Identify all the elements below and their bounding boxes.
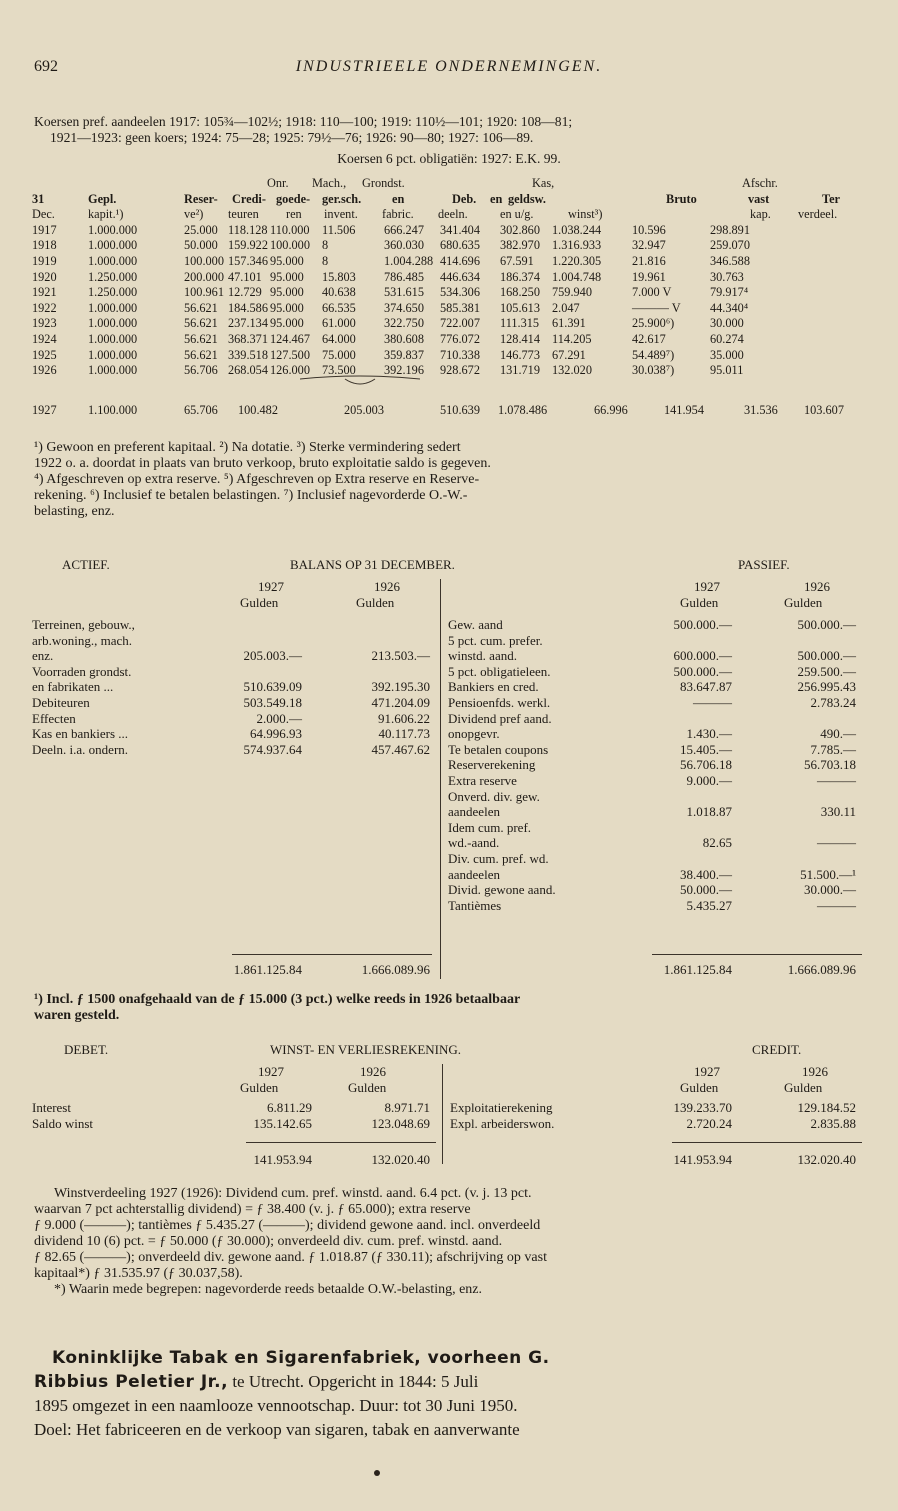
table-row: 1921 1.250.000 100.961 12.729 95.000 40.638 531.615 534.306 168.250 759.940 7.000 V 79.917⁴ [32, 285, 749, 300]
passief-item-v27: 38.400.— [680, 866, 732, 882]
credit-item-label: Expl. arbeiderswon. [450, 1115, 555, 1131]
passief-total-1926: 1.666.089.96 [787, 962, 856, 977]
debet-item-v26: 123.048.69 [371, 1115, 430, 1131]
passief-item-label: Pensioenfds. werkl. [448, 695, 551, 710]
debet-item-v27: 6.811.29 [266, 1100, 312, 1115]
balance-footnote: ¹) Incl. ƒ 1500 onafgehaald van de ƒ 15.000 (3 pct.) welke reeds in 1926 betaalbaar waren gesteld. [34, 992, 521, 1023]
passief-item-v27: 1.430.— [686, 726, 732, 742]
financial-history-table [32, 176, 868, 418]
actief-item-label: Effecten [32, 710, 76, 726]
passief-item-label: Onverd. div. gew. [448, 788, 540, 804]
actief-item-label: en fabrikaten ... [32, 679, 114, 695]
table-row-1927: 1927 1.100.000 65.706 100.482 205.003 510.639 1.078.486 66.996 141.954 31.536 103.607 [32, 402, 844, 417]
table-row: 1918 1.000.000 50.000 159.922 100.000 8 360.030 680.635 382.970 1.316.933 32.947 259.070 [32, 238, 750, 253]
table-header-top: Onr. Mach., Grondst. Kas, Afschr. [267, 176, 778, 190]
actief-item-label: Deeln. i.a. ondern. [32, 741, 129, 757]
actief-item-label: arb.woning., mach. [32, 632, 133, 648]
actief-item-v27: 205.003.— [243, 648, 302, 664]
passief-item-v27: 600.000.— [673, 648, 732, 664]
winstverdeeling: Winstverdeeling 1927 (1926): Dividend cum. pref. winstd. aand. 6.4 pct. (v. j. 13 pct. waarvan 7 pct achterstallig dividend) = ƒ 38.400 (v. j. ƒ 65.000); extra reserve ƒ 9.000 (———); tantièmes ƒ 5.435.27 (———); dividend gewone aand. incl. onverdeeld dividend 10 (6) pct. = ƒ 50.000 (ƒ 30.000); onverdeeld div. cum. pref. winstd. aand. ƒ 82.65 (———); onverdeeld div. gewone aand. ƒ 1.018.87 (ƒ 330.11); afschrijving op vast kapitaal*) ƒ 31.535.97 (ƒ 30.037,58). *) Waarin mede begrepen: nagevorderde reeds betaalde O.W.-belasting, enz. [34, 1186, 547, 1297]
passief-item-v26: ——— [817, 773, 856, 788]
credit-item-v27: 139.233.70 [673, 1100, 732, 1115]
balance-sheet: ACTIEF. BALANS OP 31 DECEMBER. PASSIEF. 1927 1926 Gulden Gulden 1927 1926 Gulden Gulden Terreinen, gebouw., arb.woning., mach. enz. 205.003.— 213.503.— Voorraden grondst. en fabrikaten ... 510.639.09 392.195.30 Debiteuren 503.549.18 471.204.09 Effecten 2.000.— 91.606.22 Kas en bankiers ... 64.996.93 40.117.73 Deeln. i.a. ondern. 574.937.64 457.467.62 Gew. aand 500.000.— 500.000.— 5 pct. cum. prefer. winstd. aand. 600.000.— 500.000.— 5 pct. obligatieleen. 500.000.— 259.500.— Bankiers en cred. 83.647.87 256.995.43 Pensioenfds. werkl. ——— 2.783.24 Dividend pref aand. onopgevr. 1.430.— 490.— Te betalen coupons 15.405.— 7.785.— Reserverekening 56.706.18 56.703.18 Extra reserve 9.000.— ——— Onverd. div. gew. aandeelen 1.018.87 330.11 Idem cum. pref. wd.-aand. 82.65 ——— Div. cum. pref. wd. aandeelen 38.400.— 51.500.—¹ Divid. gewone aand. 50.000.— 30.000.— Tantièmes 5.435.27 ——— 1.861.125.84 1.666.089.96 1.861.125.84 1.666.089.96 [32, 557, 868, 987]
passief-item-label: 5 pct. cum. prefer. [448, 632, 543, 648]
brace-mark [300, 375, 420, 395]
passief-item-label: Extra reserve [448, 773, 517, 788]
koersen-line-2: 1921—1923: geen koers; 1924: 75—28; 1925: 79½—76; 1926: 90—80; 1927: 106—89. [50, 130, 534, 145]
table-row: 1922 1.000.000 56.621 184.586 95.000 66.535 374.650 585.381 105.613 2.047 ——— V 44.340⁴ [32, 300, 749, 315]
actief-item-v26: 471.204.09 [371, 695, 430, 710]
table-row: 1925 1.000.000 56.621 339.518 127.500 75.000 359.837 710.338 146.773 67.291 54.489⁷) 35.000 [32, 347, 744, 362]
running-title: INDUSTRIEELE ONDERNEMINGEN. [295, 58, 603, 75]
actief-total-1927: 1.861.125.84 [233, 962, 302, 977]
actief-item-v27: 510.639.09 [243, 679, 302, 695]
actief-item-v26: 392.195.30 [371, 679, 430, 695]
actief-item-v27: 2.000.— [256, 710, 302, 726]
credit-item-v27: 2.720.24 [686, 1115, 732, 1131]
passief-item-label: Te betalen coupons [448, 741, 549, 757]
actief-item-v26: 457.467.62 [371, 741, 430, 757]
passief-item-v26: 490.— [820, 726, 856, 742]
passief-item-v27: 500.000.— [673, 617, 732, 632]
passief-item-label: onopgevr. [448, 726, 500, 742]
debet-item-label: Interest [32, 1100, 71, 1115]
koersen-line-1: Koersen pref. aandeelen 1917: 105¾—102½; 1918: 110—100; 1919: 110½—101; 1920: 108—81; [34, 114, 573, 129]
passief-item-v27: 56.706.18 [680, 757, 732, 773]
passief-item-v27: 83.647.87 [680, 679, 732, 695]
passief-item-v27: 15.405.— [680, 741, 732, 757]
table-row: 1923 1.000.000 56.621 237.134 95.000 61.000 322.750 722.007 111.315 61.391 25.900⁶) 30.000 [32, 316, 744, 331]
actief-heading: ACTIEF. [62, 557, 110, 572]
table-row: 1924 1.000.000 56.621 368.371 124.467 64.000 380.608 776.072 128.414 114.205 42.617 60.274 [32, 331, 744, 346]
passief-item-label: Bankiers en cred. [448, 679, 539, 695]
passief-item-label: Idem cum. pref. [448, 819, 532, 835]
table-row: 1920 1.250.000 200.000 47.101 95.000 15.803 786.485 446.634 186.374 1.004.748 19.961 30.763 [32, 269, 744, 284]
passief-item-v26: 500.000.— [797, 648, 856, 664]
company-entry: Koninklijke Tabak en Sigarenfabriek, voorheen G. Ribbius Peletier Jr., te Utrecht. Opgericht in 1844: 5 Juli 1895 omgezet in een naamlooze vennootschap. Duur: tot 30 Juni 1950. Doel: Het fabriceeren en de verkoop van sigaren, tabak en aanverwante [34, 1346, 864, 1442]
table-header-mid: 31 Gepl. Reser- Credi- goede- ger.sch. en Deb. en geldsw. Bruto vast Ter [32, 191, 840, 206]
passief-heading: PASSIEF. [738, 557, 790, 572]
column-divider [440, 579, 441, 979]
passief-item-v26: 7.785.— [810, 741, 856, 757]
debet-item-v26: 8.971.71 [384, 1100, 430, 1115]
passief-item-label: aandeelen [448, 804, 500, 820]
table-row: 1919 1.000.000 100.000 157.346 95.000 8 1.004.288 414.696 67.591 1.220.305 21.816 346.588 [32, 253, 750, 268]
credit-item-v26: 2.835.88 [810, 1115, 856, 1131]
passief-item-v27: ——— [693, 695, 732, 710]
company-name: Koninklijke Tabak en Sigarenfabriek, voorheen G. [52, 1348, 550, 1368]
table-header-bottom: Dec. kapit.¹) ve²) teuren ren invent. fabric. deeln. en u/g. winst³) kap. verdeel. [32, 207, 838, 222]
actief-item-label: Kas en bankiers ... [32, 726, 129, 742]
passief-item-v26: 500.000.— [797, 617, 856, 632]
actief-total-1926: 1.666.089.96 [361, 962, 430, 977]
passief-item-v26: 256.995.43 [797, 679, 856, 695]
page-header [30, 58, 868, 82]
actief-item-label: Debiteuren [32, 695, 90, 710]
footnotes-table: ¹) Gewoon en preferent kapitaal. ²) Na dotatie. ³) Sterke vermindering sedert 1922 o. a. doordat in plaats van bruto verkoop, bruto exploitatie saldo is gegeven. ⁴) Afgeschreven op extra reserve. ⁵) Afgeschreven op Extra reserve en Reserve- rekening. ⁶) Inclusief te betalen belastingen. ⁷) Inclusief nagevorderde O.-W.- belasting, enz. [34, 440, 491, 519]
actief-item-v26: 91.606.22 [378, 710, 430, 726]
actief-item-label: Voorraden grondst. [32, 663, 132, 679]
actief-item-v27: 574.937.64 [243, 741, 302, 757]
passief-item-v27: 500.000.— [673, 663, 732, 679]
actief-item-label: Terreinen, gebouw., [32, 617, 135, 632]
passief-item-v27: 1.018.87 [686, 804, 732, 820]
debet-item-v27: 135.142.65 [253, 1115, 312, 1131]
passief-item-label: Divid. gewone aand. [448, 882, 556, 898]
passief-item-label: Dividend pref aand. [448, 710, 552, 726]
koersen-obligaties: Koersen 6 pct. obligatiën: 1927: E.K. 99. [337, 151, 561, 166]
passief-item-label: aandeelen [448, 866, 500, 882]
passief-item-label: 5 pct. obligatieleen. [448, 663, 551, 679]
table-row: 1917 1.000.000 25.000 118.128 110.000 11.506 666.247 341.404 302.860 1.038.244 10.596 298.891 [32, 222, 750, 237]
passief-item-label: Gew. aand [448, 617, 503, 632]
passief-item-label: wd.-aand. [448, 835, 500, 851]
actief-item-v27: 503.549.18 [243, 695, 302, 710]
passief-item-v26: 259.500.— [797, 663, 856, 679]
debet-item-label: Saldo winst [32, 1115, 94, 1131]
actief-item-v26: 40.117.73 [378, 726, 430, 742]
table-row: 1926 1.000.000 56.706 268.054 126.000 73.500 392.196 928.672 131.719 132.020 30.038⁷) 95.011 [32, 363, 744, 378]
passief-item-v26: ——— [817, 897, 856, 913]
actief-item-v26: 213.503.— [371, 648, 430, 664]
passief-item-v27: 9.000.— [686, 773, 732, 788]
credit-item-label: Exploitatierekening [450, 1100, 553, 1115]
passief-item-label: Reserverekening [448, 757, 536, 773]
profit-loss-account: DEBET. WINST- EN VERLIESREKENING. CREDIT. 1927 1926 Gulden Gulden 1927 1926 Gulden Gulden Interest 6.811.29 8.971.71 Saldo winst 135.142.65 123.048.69 Exploitatierekening 139.233.70 129.184.52 Expl. arbeiderswon. 2.720.24 2.835.88 141.953.94 132.020.40 141.953.94 132.020.40 [32, 1042, 868, 1172]
actief-item-label: enz. [32, 648, 54, 664]
wv-title: WINST- EN VERLIESREKENING. [270, 1042, 462, 1057]
credit-item-v26: 129.184.52 [797, 1100, 856, 1115]
debet-heading: DEBET. [64, 1042, 109, 1057]
table-body [32, 223, 868, 379]
passief-item-label: Div. cum. pref. wd. [448, 851, 549, 866]
passief-item-v26: 30.000.— [804, 882, 856, 898]
passief-item-label: winstd. aand. [448, 648, 517, 664]
passief-item-v26: ——— [817, 835, 856, 851]
passief-item-v26: 2.783.24 [810, 695, 856, 710]
credit-heading: CREDIT. [752, 1042, 802, 1057]
passief-item-v26: 51.500.—¹ [800, 866, 856, 882]
passief-item-v26: 56.703.18 [804, 757, 856, 773]
passief-item-v26: 330.11 [820, 804, 856, 820]
passief-total-1927: 1.861.125.84 [663, 962, 732, 977]
passief-item-v27: 5.435.27 [686, 897, 732, 913]
passief-item-v27: 82.65 [702, 835, 732, 851]
page-mark [374, 1470, 380, 1476]
balance-title: BALANS OP 31 DECEMBER. [290, 557, 455, 572]
page-number: 692 [34, 58, 58, 75]
passief-item-v27: 50.000.— [680, 882, 732, 898]
actief-item-v27: 64.996.93 [250, 726, 302, 742]
passief-item-label: Tantièmes [448, 897, 502, 913]
